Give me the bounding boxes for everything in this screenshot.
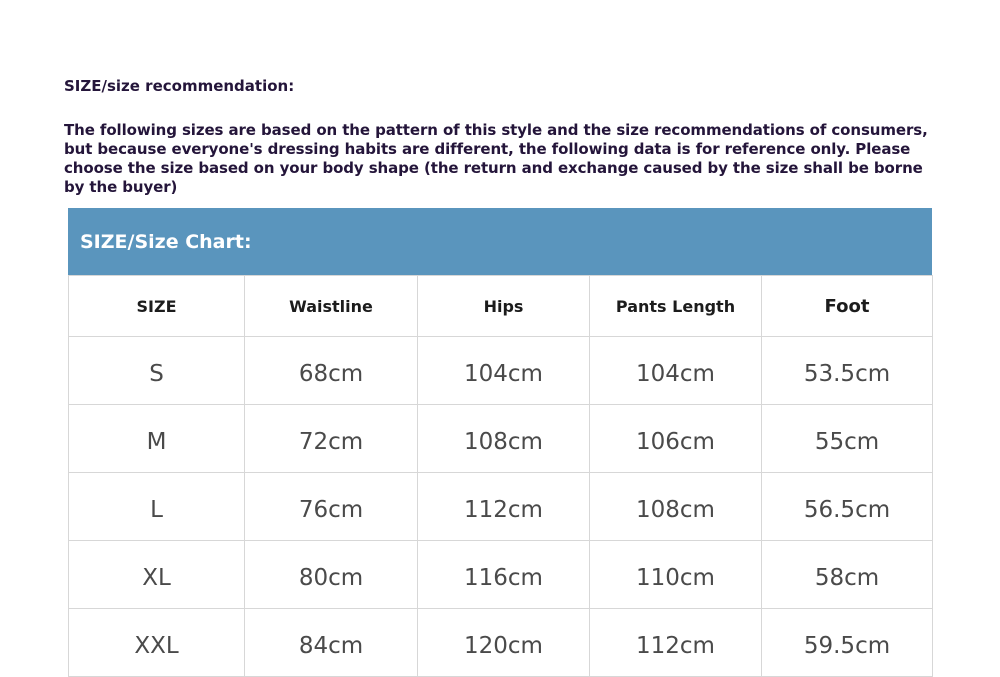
- table-row: [69, 337, 933, 405]
- table-row: [69, 609, 933, 677]
- cell-waistline: 80cm: [245, 541, 418, 609]
- table-header-row: [69, 276, 933, 337]
- cell-hips: 104cm: [418, 337, 590, 405]
- table-row: [69, 405, 933, 473]
- cell-foot: 55cm: [762, 405, 933, 473]
- column-header-foot: Foot: [762, 276, 933, 337]
- cell-hips: 112cm: [418, 473, 590, 541]
- column-header-waistline: Waistline: [245, 276, 418, 337]
- cell-size: L: [69, 473, 245, 541]
- cell-hips: 108cm: [418, 405, 590, 473]
- table-row: [69, 473, 933, 541]
- cell-waistline: 76cm: [245, 473, 418, 541]
- cell-pants-length: 110cm: [590, 541, 762, 609]
- column-header-hips: Hips: [418, 276, 590, 337]
- size-chart-title: SIZE/Size Chart:: [80, 230, 252, 253]
- size-chart-title-banner: [68, 208, 932, 275]
- column-header-size: SIZE: [69, 276, 245, 337]
- size-chart: [68, 208, 932, 677]
- size-disclaimer-text: The following sizes are based on the pattern of this style and the size recommendations of consumers, but because everyone's dressing habits are different, the following data is for reference only. Please choose the size based on your body shape (the return and exchange caused by the size shall be borne by the buyer): [64, 121, 928, 196]
- column-header-pants-length: Pants Length: [590, 276, 762, 337]
- cell-foot: 59.5cm: [762, 609, 933, 677]
- cell-size: M: [69, 405, 245, 473]
- cell-hips: 116cm: [418, 541, 590, 609]
- page-heading: SIZE/size recommendation:: [64, 77, 295, 95]
- cell-waistline: 84cm: [245, 609, 418, 677]
- cell-pants-length: 108cm: [590, 473, 762, 541]
- cell-size: XL: [69, 541, 245, 609]
- cell-hips: 120cm: [418, 609, 590, 677]
- cell-waistline: 72cm: [245, 405, 418, 473]
- cell-size: S: [69, 337, 245, 405]
- cell-foot: 56.5cm: [762, 473, 933, 541]
- table-row: [69, 541, 933, 609]
- cell-foot: 53.5cm: [762, 337, 933, 405]
- size-table: [68, 275, 933, 677]
- cell-pants-length: 104cm: [590, 337, 762, 405]
- cell-size: XXL: [69, 609, 245, 677]
- cell-pants-length: 106cm: [590, 405, 762, 473]
- cell-waistline: 68cm: [245, 337, 418, 405]
- cell-pants-length: 112cm: [590, 609, 762, 677]
- cell-foot: 58cm: [762, 541, 933, 609]
